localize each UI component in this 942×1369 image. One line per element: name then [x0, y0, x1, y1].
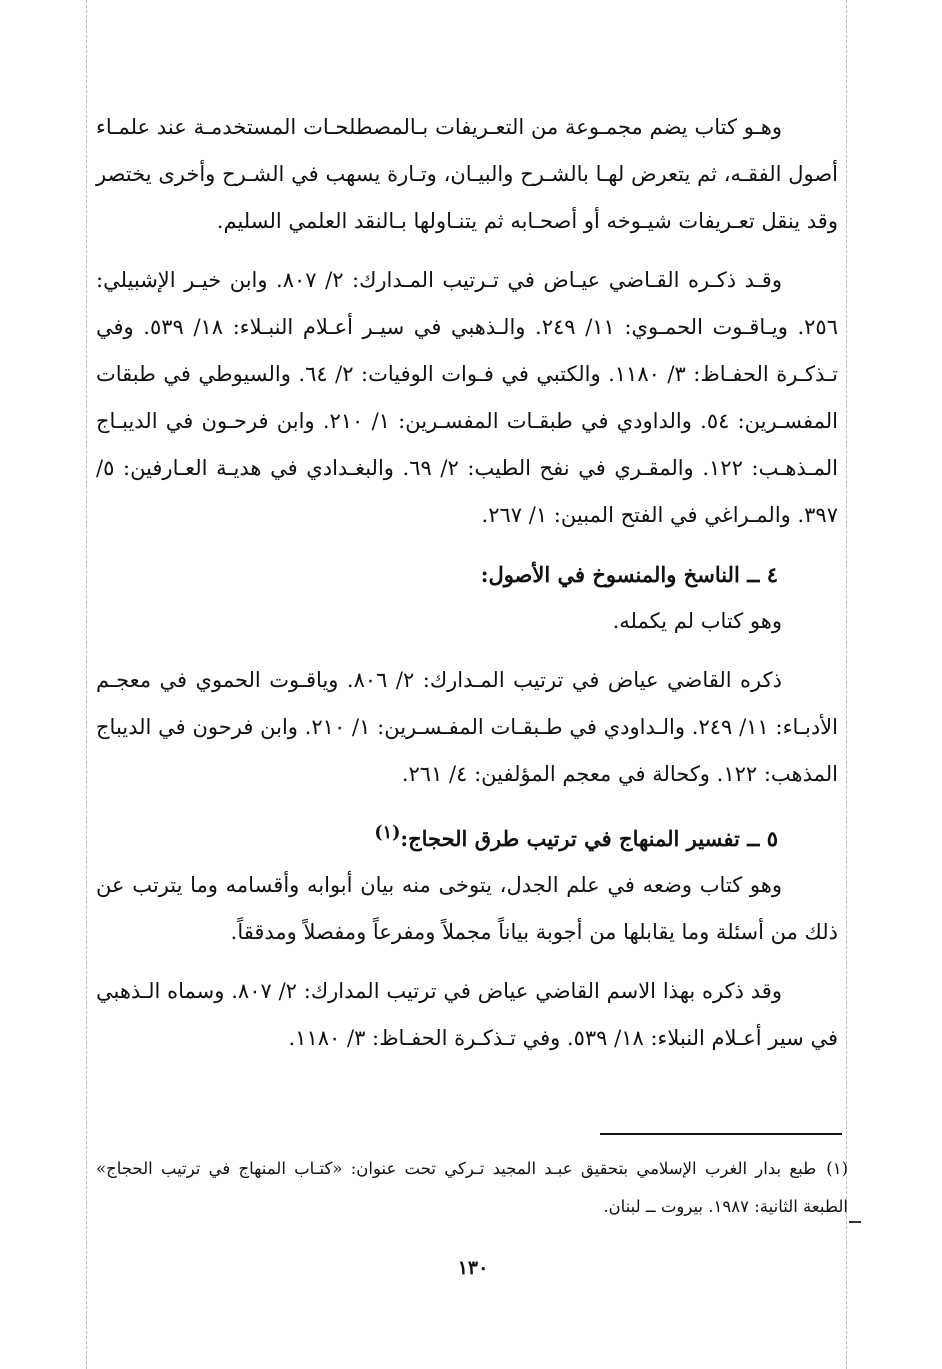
footnote-number: (١) — [826, 1159, 848, 1178]
paragraph-book-description: وهـو كتاب يضم مجمـوعة من التعـريفات بـالمصطلحـات المستخدمـة عند علمـاء أصول الفقـه، ثم يتعرض لهـا بالشـرح والبيـان، وتـارة يسهب في الشـرح وأخرى يختصر وقد ينقل تعـريفات شيـوخه أو أصحـابه ثم يتنـاولها بـالنقد العلمي السليم. — [96, 115, 838, 233]
paragraph-unfinished-book: وهو كتاب لم يكمله. — [612, 609, 782, 633]
section-heading-5 — [96, 810, 838, 862]
section-heading-4: ٤ ــ الناسخ والمنسوخ في الأصول: — [480, 562, 778, 587]
footnote-reference: (١) — [374, 823, 401, 843]
footnote — [96, 1150, 848, 1226]
footnote-text: طبع بدار الغرب الإسلامي بتحقيق عبـد المجيد تـركي تحت عنوان: «كتـاب المنهاج في ترتيب الحجاج» الطبعة الثانية: ١٩٨٧. بيروت ــ لبنان. — [96, 1159, 848, 1216]
footnote-separator — [600, 1133, 842, 1135]
page-edge-mark — [849, 1221, 861, 1223]
page-body — [96, 104, 838, 1074]
page-number: ١٣٠ — [457, 1257, 489, 1279]
paragraph-references-3: وقد ذكره بهذا الاسم القاضي عياض في ترتيب المدارك: ٢/ ٨٠٧. وسماه الـذهبي في سير أعـلام النبلاء: ١٨/ ٥٣٩. وفي تـذكـرة الحفـاظ: ٣/ ١١٨٠. — [96, 979, 838, 1050]
paragraph-jadal-description: وهو كتاب وضعه في علم الجدل، يتوخى منه بيان أبوابه وأقسامه وما يترتب عن ذلك من أسئلة وما يقابلها من أجوبة بياناً مجملاً ومفرعاً ومفصلاً ومدققاً. — [96, 873, 838, 944]
section-heading-5-text: ٥ ــ تفسير المنهاج في ترتيب طرق الحجاج: — [400, 826, 778, 851]
paragraph-references-2: ذكره القاضي عياض في ترتيب المـدارك: ٢/ ٨٠٦. وياقـوت الحموي في معجـم الأدبـاء: ١١/ ٢٤٩. والـداودي في طـبقـات المفـسـرين: ١/ ٢١٠. وابن فرحون في الديباج المذهب: ١٢٢. وكحالة في معجم المؤلفين: ٤/ ٢٦١. — [96, 668, 838, 786]
left-margin-guide — [86, 0, 87, 1369]
paragraph-references-1: وقـد ذكـره القـاضي عيـاض في تـرتيب المـدارك: ٢/ ٨٠٧. وابن خيـر الإشبيلي: ٢٥٦. ويـاقـوت الحمـوي: ١١/ ٢٤٩. والـذهبي في سيـر أعـلام النبـلاء: ١٨/ ٥٣٩. وفي تـذكـرة الحفـاظ: ٣/ ١١٨٠. والكتبي في فـوات الوفيات: ٢/ ٦٤. والسيوطي في طبقات المفسـرين: ٥٤. والداودي في طبقـات المفسـرين: ١/ ٢١٠. وابن فرحـون في الديبـاج المـذهـب: ١٢٢. والمقـري في نفح الطيب: ٢/ ٦٩. والبغـدادي في هديـة العـارفين: ٥/ ٣٩٧. والمـراغي في الفتح المبين: ١/ ٢٦٧. — [96, 268, 838, 527]
